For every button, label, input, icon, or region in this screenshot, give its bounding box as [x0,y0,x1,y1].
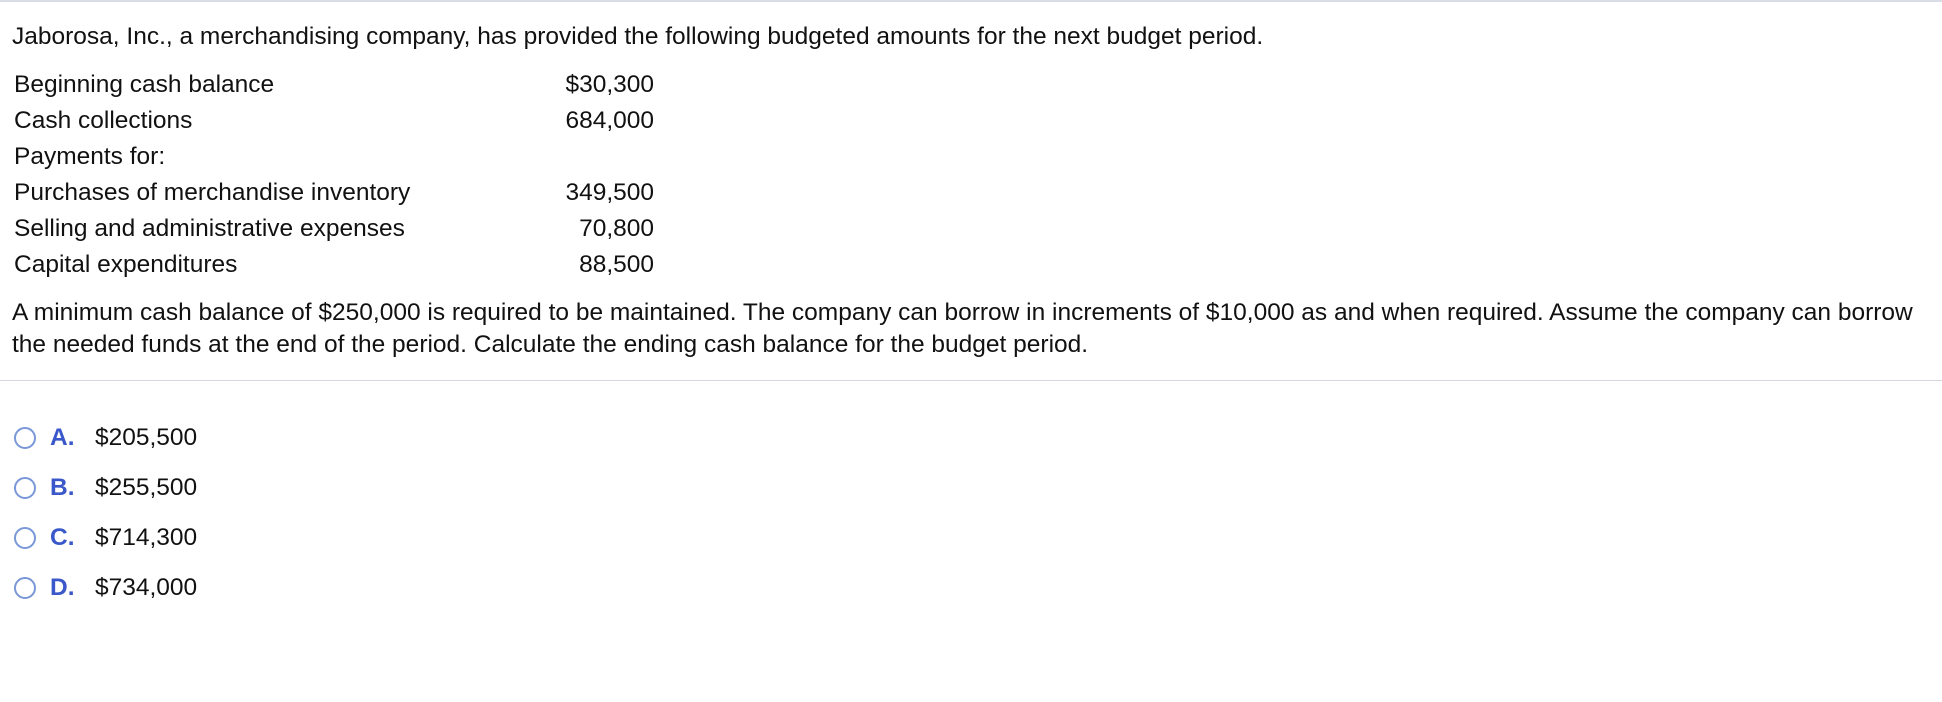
table-row [14,175,654,211]
option-b[interactable] [14,463,197,513]
table-row [14,139,654,175]
radio-circle-icon[interactable] [14,527,36,549]
row-amount: 684,000 [565,107,654,134]
row-label: Selling and administrative expenses [14,215,405,242]
table-row [14,103,654,139]
row-amount: $30,300 [565,71,654,98]
row-label: Beginning cash balance [14,71,275,98]
section-divider [0,380,1942,381]
option-letter: D. [50,574,75,601]
option-value: $255,500 [95,474,198,501]
row-amount: 349,500 [565,179,654,206]
option-letter: C. [50,524,75,551]
option-value: $714,300 [95,524,198,551]
option-a[interactable] [14,413,197,463]
question-block [12,22,1932,361]
option-value: $205,500 [95,424,198,451]
option-value: $734,000 [95,574,198,601]
row-amount: 70,800 [579,215,654,242]
radio-circle-icon[interactable] [14,477,36,499]
radio-circle-icon[interactable] [14,577,36,599]
question-intro: Jaborosa, Inc., a merchandising company, has provided the following budgeted amounts for the next budget period. [12,23,1264,50]
option-letter: A. [50,424,75,451]
option-c[interactable] [14,513,197,563]
row-label: Capital expenditures [14,251,238,278]
option-d[interactable] [14,563,197,613]
table-row [14,67,654,103]
answer-options [14,413,197,613]
option-letter: B. [50,474,75,501]
top-rule [0,0,1942,2]
table-row [14,247,654,283]
row-amount: 88,500 [579,251,654,278]
question-instructions: A minimum cash balance of $250,000 is required to be maintained. The company can borrow in increments of $10,000 as and when required. Assume the company can borrow the needed funds at the end of the period. Calculate the ending cash balance for the budget period. [12,299,1913,358]
row-label: Payments for: [14,143,166,170]
row-label: Cash collections [14,107,193,134]
radio-circle-icon[interactable] [14,427,36,449]
row-label: Purchases of merchandise inventory [14,179,411,206]
budget-table [14,67,654,283]
table-row [14,211,654,247]
row-amount [524,139,654,175]
